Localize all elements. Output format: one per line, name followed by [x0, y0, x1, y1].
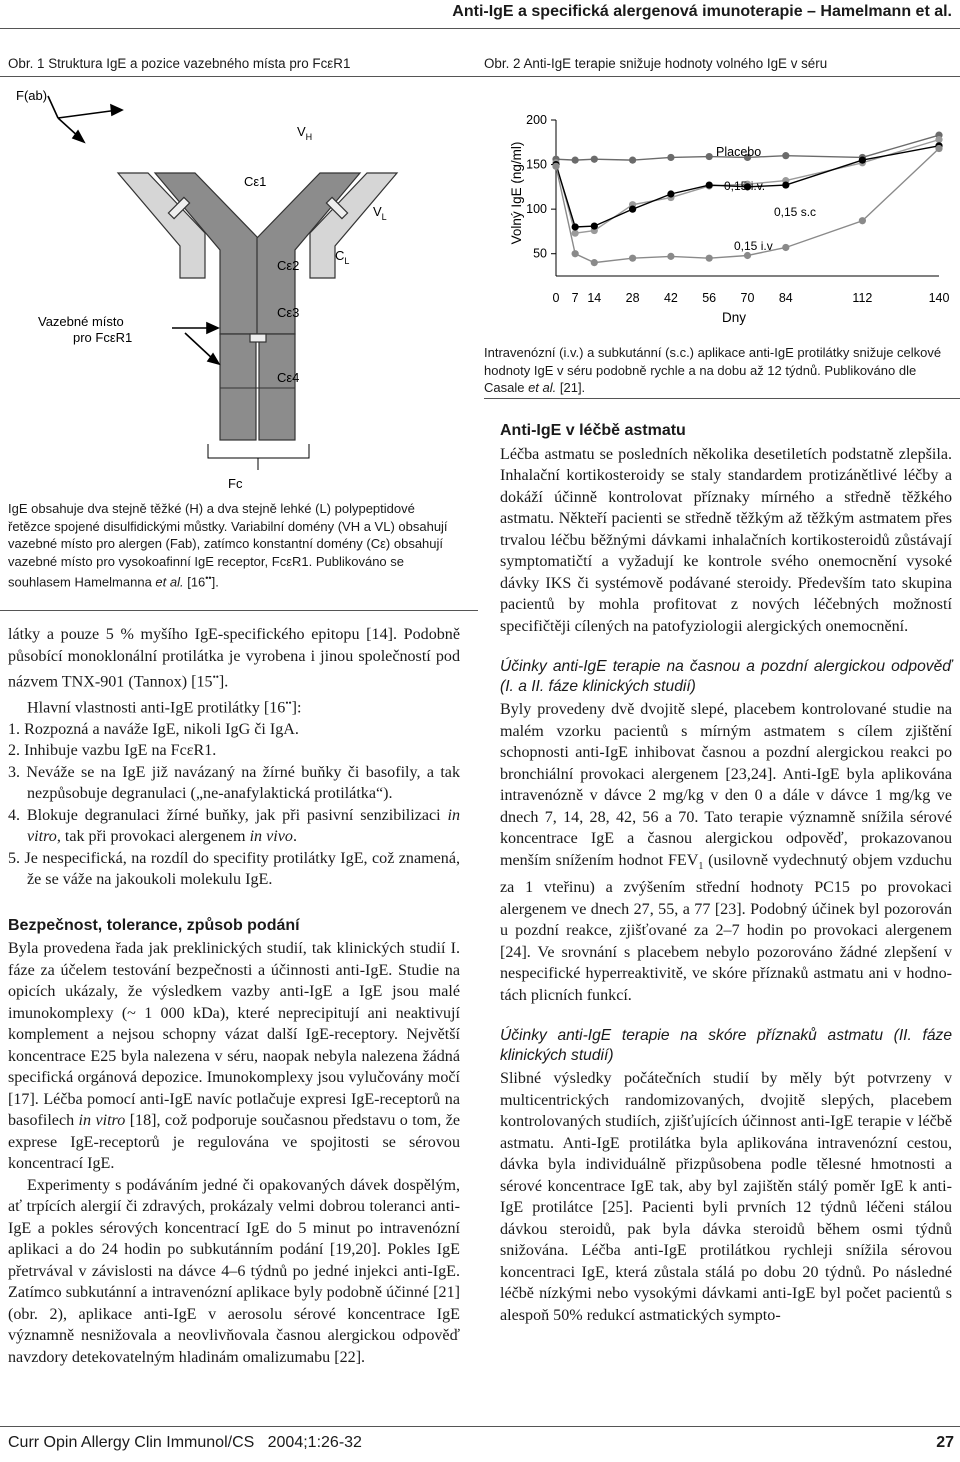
- y-tick-labels: [526, 113, 547, 261]
- x-tick-labels: [553, 291, 950, 305]
- ce4-label: Cε4: [277, 370, 300, 385]
- binding-site-label-2: pro FcεR1: [73, 330, 133, 345]
- list-item-3: 3. Neváže se na IgE již navázaný na žírné buňky či basofily, a tak nezpůsobuje degranulaci („ne-anafylaktická protilátka“).: [8, 763, 460, 803]
- series-point-0: [572, 157, 579, 164]
- series-point-0: [591, 156, 598, 163]
- list-item-1: 1. Rozpozná a naváže IgE, nikoli IgG či IgA.: [8, 720, 299, 738]
- vl-label: $V_L$: [373, 204, 387, 222]
- cl-label: $C_L$: [335, 248, 350, 266]
- fc-label: Fc: [228, 476, 243, 491]
- figure-title-rule: [0, 76, 960, 77]
- series-point-2: [629, 206, 636, 213]
- series-point-1: [935, 136, 942, 143]
- ce3-label: Cε3: [277, 305, 300, 320]
- legend-iv-1: 0,15 i.v.: [724, 179, 766, 193]
- list-item-5: 5. Je nespecifická, na rozdíl do specifity protilátky IgE, což znamená, že se váže na jakoukoli molekulu IgE.: [8, 849, 460, 889]
- legend-placebo: Placebo: [716, 145, 762, 159]
- series-point-3: [667, 253, 674, 260]
- series-point-3: [706, 255, 713, 262]
- list-item-4: 4. Blokuje degranulaci žírné buňky, jak při pasivní senzibilizaci in vitro, tak při provokaci alergenem in vivo.: [8, 806, 460, 846]
- header-rule: [0, 28, 960, 29]
- x-axis-label: Dny: [721, 310, 747, 325]
- x-tick-label: 84: [778, 291, 793, 305]
- ce1-label: Cε1: [244, 174, 267, 189]
- series-point-0: [782, 152, 789, 159]
- y-tick-label: 50: [533, 246, 547, 261]
- footer-journal: Curr Opin Allergy Clin Immunol/CS 2004;1:26-32: [8, 1434, 362, 1451]
- vh-label: $V_H$: [297, 124, 313, 142]
- figure2-bottom-rule: [484, 398, 960, 399]
- safety-paragraph-1: Byla provedena řada jak preklinických studií, tak klinických studií I. fáze za účelem testování bezpečnosti a účinnosti anti-IgE. Studie na opicích ukázaly, že výsledkem vazby anti-IgE a IgE jsou malé imunokomplexy (~ 1 000 kDa), které neprecipitují ani neaktivují komplement a nejsou schopny vázat další IgE-receptory. Největší koncentrace E25 byla nalezena v séru, naopak nebyla nalezena žádná specifická orgánová depozice. Imunokomplexy jsou vylučovány močí [17]. Léčba pomocí anti-IgE navíc potlačuje expresi IgE-receptorů na basofilech in vitro [18], což podporuje současnou představu o tom, že exprese IgE-receptorů je regulována ve spojitosti se sérovou koncentrací IgE.: [8, 940, 460, 1173]
- x-tick-label: 14: [587, 291, 602, 305]
- series-point-3: [935, 145, 942, 152]
- figure1-title: Obr. 1 Struktura IgE a pozice vazebného místa pro FcεR1: [8, 56, 351, 71]
- binding-site-label-1: Vazebné místo: [38, 314, 124, 329]
- x-tick-label: 7: [571, 291, 579, 305]
- section-heading-safety: Bezpečnost, tolerance, způsob podání: [8, 916, 300, 934]
- subheading-scores: Účinky anti-IgE terapie na skóre příznaků astmatu (II. fáze klinických studií): [500, 1027, 952, 1065]
- series-point-2: [667, 190, 674, 197]
- series-point-0: [629, 157, 636, 164]
- right-column: [500, 420, 952, 1326]
- section-heading-asthma: Anti-IgE v léčbě astmatu: [500, 422, 686, 439]
- x-tick-label: 70: [740, 291, 755, 305]
- early-late-paragraph: Byly provedeny dvě dvojitě slepé, placebem kontrolované studie na malém vzorku pacientů s mírným astmatem s cílem zjištění schopnosti anti-IgE inhibovat časnou a pozdní alergickou reakci po bronchiální provokaci alergenem [23,24]. Anti-IgE byla aplikována intravenózně v dávce 2 mg/kg v den 0 a dále v dávce 1 mg/kg ve dnech 7, 14, 28, 42, 56 a 70. Tato terapie významně snížila sérové koncentrace IgE a časnou alergickou odpověď, prokazovanou menším snížením hodnot $FEV_1$ (usilovně vydechnutý objem vzduchu za 1 vteřinu) a zvýšením střední hodnoty PC15 po provokaci alergenem ve dnech 27, 55, a 77 [23]. Podobný účinek byl pozorován u pozdní reakce, zjišťované za 2–7 hodin po provokaci alergenem [24]. Ve srovnání s placebem nebylo pozorováno žádné zlepšení v nespecifické hyperreaktivitě, ve skóre příznaků astmatu ani v hodnotách plicních funkcí.: [500, 701, 952, 1004]
- left-paragraph-2: Hlavní vlastnosti anti-IgE protilátky [16••]:: [27, 697, 302, 717]
- safety-paragraph-2: Experimenty s podáváním jedné či opakovaných dávek dospělým, ať trpících alergií či zdravých, prokázaly velmi dobrou toleranci anti-IgE a pokles sérových koncentrací IgE do 5 minut po intravenózní aplikaci a do 24 hodin po subkutánním podání [19,20]. Pokles IgE přetrvával v závislosti na dávce 4–6 týdnů po jedné injekci anti-IgE. Zatímco subkutánní a intravenózní aplikace byly podobně účinné [21] (obr. 2), aplikace anti-IgE v aerosolu sérové koncentrace IgE významně nesnižovala a neovlivňovala časnou alergickou odpověď navzdory detekovatelným hladinám omalizumabu [22].: [8, 1176, 460, 1366]
- ige-structure-diagram: [0, 78, 478, 498]
- series-point-3: [859, 217, 866, 224]
- figure2-title: Obr. 2 Anti-IgE terapie snižuje hodnoty volného IgE v séru: [484, 56, 828, 71]
- legend-iv-2: 0,15 i.v: [734, 239, 773, 253]
- scores-paragraph: Slibné výsledky počátečních studií by měly být potvrzeny v multicentrických randomizovaných, dvojitě slepých, placebem kontrolovaných studiích, zjišťujících účinnost anti-IgE terapie v léčbě astmatu. Anti-IgE protilátka byla aplikována intravenózní cestou, dávka byla individuálně přizpůsobena podle tělesné hmotnosti a sérové koncentrace IgE tak, aby byl zajištěn stálý poměr IgE k anti-IgE protilátce [25]. Pacienti byli prvních 12 týdnů léčeni stálou dávkou steroidů, pak byla dávka steroidů během osmi týdnů snižována. Léčba anti-IgE protilátkou rychleji snížila sérovou koncentraci IgE, která zůstala stálá po dobu 20 týdnů. Po následné léčbě nízkými nebo vysokými dávkami anti-IgE byl počet pacientů s alespoň 50% redukcí astmatických sympto-: [500, 1070, 952, 1324]
- series-point-3: [782, 244, 789, 251]
- series-point-2: [782, 181, 789, 188]
- x-tick-label: 42: [663, 291, 678, 305]
- series-point-3: [552, 163, 559, 170]
- fab-label: F(ab): [16, 88, 48, 103]
- x-tick-label: 112: [852, 291, 873, 305]
- x-tick-label: 28: [625, 291, 640, 305]
- series-point-2: [706, 181, 713, 188]
- y-tick-label: 200: [526, 113, 547, 127]
- series-point-2: [591, 222, 598, 229]
- figure2-caption: Intravenózní (i.v.) a subkutánní (s.c.) aplikace anti-IgE protilátky snižuje celkové hodnoty IgE v séru podobně rychle a na dobu až 12 týdnů. Publikováno dle Casale et al. [21].: [484, 345, 942, 396]
- series-point-2: [859, 157, 866, 164]
- left-column: [8, 624, 460, 1368]
- series-point-3: [572, 250, 579, 257]
- y-axis-label: Volný IgE (ng/ml): [509, 141, 524, 245]
- figure1-caption: IgE obsahuje dva stejně těžké (H) a dva stejně lehké (L) polypeptidové řetězce spojené disulfidickými můstky. Variabilní domény (VH a VL) obsahují vazebné místo pro alergen (Fab), zatímco konstantní domény (Cε) obsahují vazebné místo pro vysokoafinní IgE receptor, FcεR1. Publikováno se souhlasem Hamelmanna et al. [16••].: [8, 501, 448, 590]
- series-point-0: [667, 154, 674, 161]
- running-head-text: Anti-IgE a specifická alergenová imunoterapie – Hamelmann et al.: [452, 3, 952, 20]
- x-tick-label: 0: [552, 291, 560, 305]
- free-ige-line-chart: [484, 100, 954, 335]
- left-paragraph-1: látky a pouze 5 % myšího IgE-specifického epitopu [14]. Podobně působící monoklonální protilátka je vyrobena i jinou společností pod názvem TNX-901 (Tannox) [15••].: [8, 626, 460, 691]
- footer-page-number: 27: [936, 1434, 954, 1451]
- y-tick-label: 150: [526, 157, 547, 172]
- legend-sc: 0,15 s.c: [774, 205, 817, 219]
- x-tick-label: 140: [928, 291, 950, 305]
- figure1-bottom-rule: [0, 610, 478, 611]
- series-point-3: [629, 255, 636, 262]
- series-point-3: [591, 259, 598, 266]
- list-item-2: 2. Inhibuje vazbu IgE na FcεR1.: [8, 742, 217, 760]
- series-point-2: [572, 223, 579, 230]
- ce2-label: Cε2: [277, 258, 300, 273]
- asthma-paragraph: Léčba astmatu se posledních několika desetiletích podstatně zlepšila. Inhalační kortikosteroidy se staly standardem protizánětlivé léčby a dokáží účinně kontrolovat příznaky mírného a středně těžkého astmatu. Někteří pacienti se středně těžkým až těžkým astmatem přes trvalou léčbu běžnými dávkami inhalačních kortikosteroidů zůstávají symptomatičtí a vyžadují ke kontrole svého onemocnění vysoké dávky IKS či systémově podávané steroidy. Především tato skupina pacientů by mohla profitovat z nových léčebných možností specifičtěji cílených na patofyziologii alergických onemocnění.: [500, 445, 952, 635]
- subheading-early-late: Účinky anti-IgE terapie na časnou a pozdní alergickou odpověď (I. a II. fáze klinických studií): [500, 658, 952, 695]
- footer-rule: [0, 1426, 960, 1427]
- series-point-1: [572, 230, 579, 237]
- running-head: [0, 0, 960, 26]
- x-tick-label: 56: [702, 291, 717, 305]
- series-point-0: [706, 153, 713, 160]
- y-tick-label: 100: [526, 202, 547, 217]
